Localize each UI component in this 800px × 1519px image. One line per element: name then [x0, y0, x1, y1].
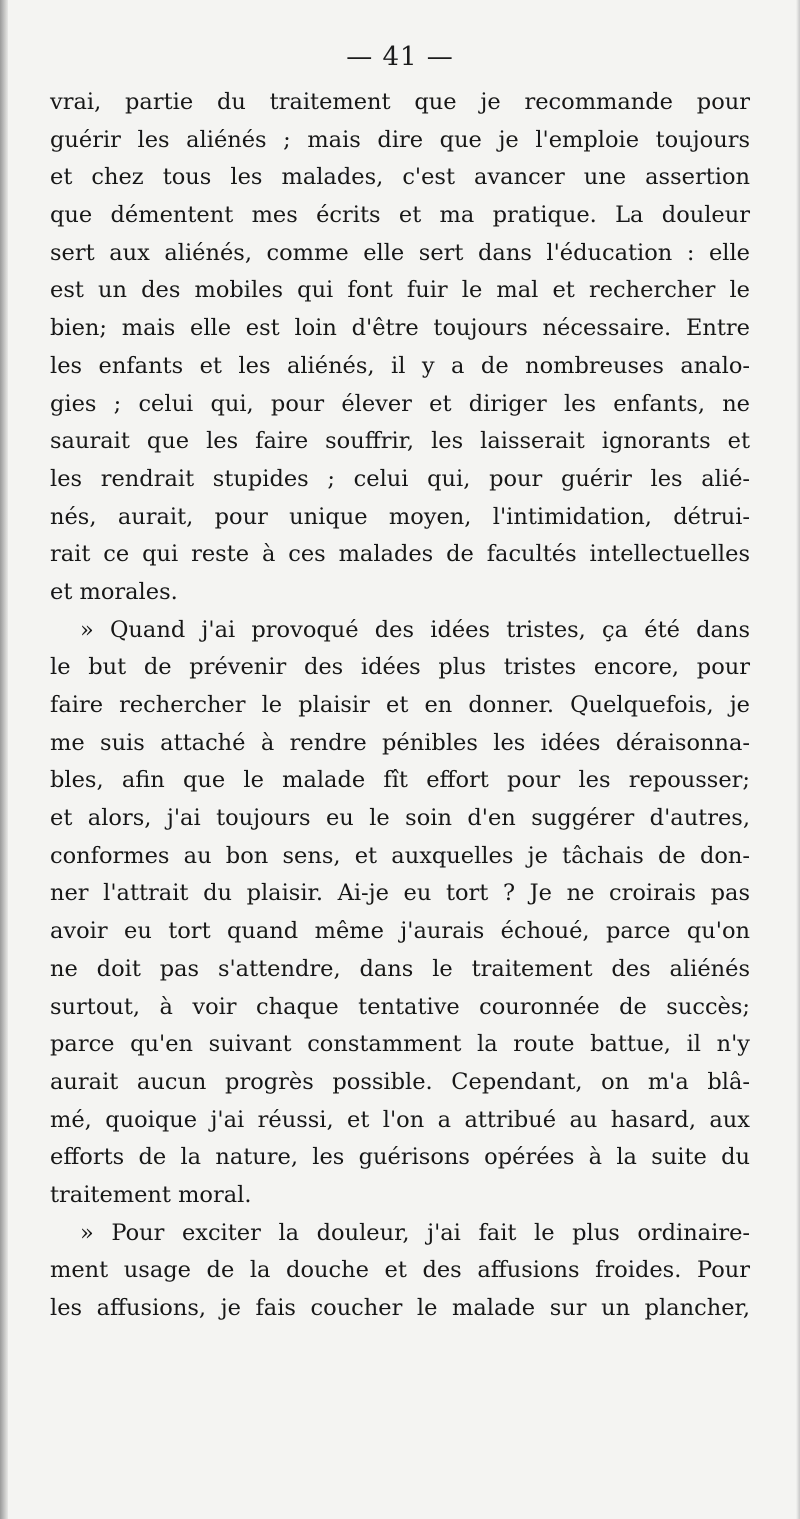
text-line: » Pour exciter la douleur, j'ai fait le plus ordinaire- — [80, 1219, 750, 1246]
text-line: sert aux aliénés, comme elle sert dans l'éducation : elle — [50, 239, 750, 266]
text-line: mé, quoique j'ai réussi, et l'on a attribué au hasard, aux — [50, 1106, 750, 1133]
text-line: ment usage de la douche et des affusions froides. Pour — [50, 1257, 750, 1284]
text-line: guérir les aliénés ; mais dire que je l'emploie toujours — [50, 126, 750, 153]
text-line: ner l'attrait du plaisir. Ai-je eu tort ? Je ne croirais pas — [50, 880, 750, 907]
text-line: traitement moral. — [50, 1181, 252, 1208]
text-line: bien; mais elle est loin d'être toujours nécessaire. Entre — [50, 315, 750, 342]
text-line: nés, aurait, pour unique moyen, l'intimidation, détrui- — [50, 503, 750, 530]
page-edge-shadow — [796, 0, 800, 1519]
text-line: est un des mobiles qui font fuir le mal et rechercher le — [50, 277, 750, 304]
text-line: saurait que les faire souffrir, les laisserait ignorants et — [50, 428, 750, 455]
text-line: parce qu'en suivant constamment la route battue, il n'y — [50, 1031, 750, 1058]
text-line: aurait aucun progrès possible. Cependant, on m'a blâ- — [50, 1068, 750, 1095]
text-line: gies ; celui qui, pour élever et diriger les enfants, ne — [50, 390, 750, 417]
text-line: et alors, j'ai toujours eu le soin d'en suggérer d'autres, — [50, 805, 750, 832]
text-line: et chez tous les malades, c'est avancer une assertion — [50, 164, 750, 191]
text-line: me suis attaché à rendre pénibles les idées déraisonna- — [50, 729, 750, 756]
text-line: ne doit pas s'attendre, dans le traitement des aliénés — [50, 955, 750, 982]
text-line: les enfants et les aliénés, il y a de nombreuses analo- — [50, 352, 750, 379]
text-line: rait ce qui reste à ces malades de facultés intellectuelles — [50, 541, 750, 568]
text-line: les affusions, je fais coucher le malade sur un plancher, — [50, 1295, 750, 1321]
page-binding-shadow — [0, 0, 8, 1519]
text-line: et morales. — [50, 578, 178, 605]
text-line: avoir eu tort quand même j'aurais échoué, parce qu'on — [50, 918, 750, 945]
text-line: » Quand j'ai provoqué des idées tristes, ça été dans — [80, 616, 750, 643]
text-line: efforts de la nature, les guérisons opérées à la suite du — [50, 1144, 750, 1171]
text-line: faire rechercher le plaisir et en donner. Quelquefois, je — [50, 692, 750, 718]
page-number: — 41 — — [346, 42, 454, 72]
text-line: bles, afin que le malade fît effort pour les repousser; — [50, 767, 750, 794]
body-text — [50, 84, 750, 1328]
text-line: vrai, partie du traitement que je recommande pour — [50, 89, 750, 115]
text-line: conformes au bon sens, et auxquelles je tâchais de don- — [50, 842, 750, 869]
text-line: les rendrait stupides ; celui qui, pour guérir les alié- — [50, 465, 750, 492]
text-line: le but de prévenir des idées plus tristes encore, pour — [50, 654, 750, 681]
text-line: surtout, à voir chaque tentative couronnée de succès; — [50, 993, 750, 1020]
text-line: que démentent mes écrits et ma pratique. La douleur — [50, 202, 750, 229]
